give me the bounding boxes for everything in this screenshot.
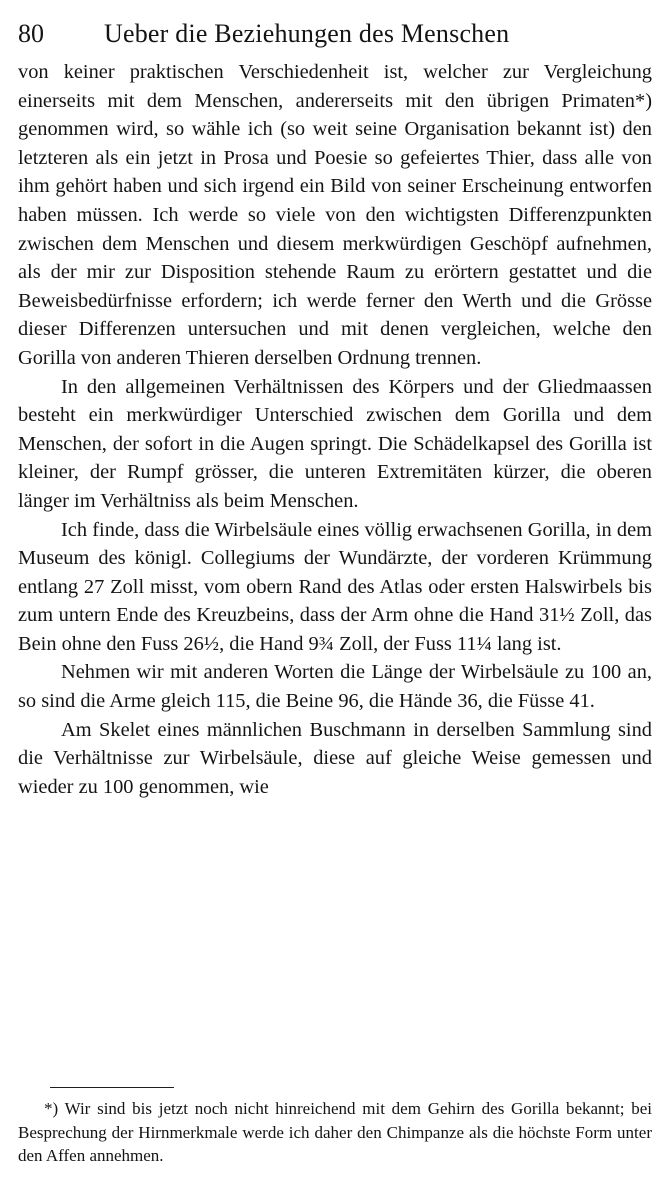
paragraph: Ich finde, dass die Wirbelsäule eines völlig erwachsenen Gorilla, in dem Museum des königl. Collegiums der Wundärzte, der vorderen Krümmung entlang 27 Zoll misst, vom obern Rand des Atlas oder ersten Halswirbels bis zum untern Ende des Kreuzbeins, dass der Arm ohne die Hand 31½ Zoll, das Bein ohne den Fuss 26½, die Hand 9¾ Zoll, der Fuss 11¼ lang ist. <box>18 518 652 655</box>
page-header <box>18 14 652 54</box>
book-page <box>18 14 652 1186</box>
body-text <box>18 58 652 801</box>
footnote-separator <box>50 1087 174 1088</box>
paragraph: In den allgemeinen Verhältnissen des Körpers und der Gliedmaassen besteht ein merkwürdiger Unterschied zwischen dem Gorilla und dem Menschen, der sofort in die Augen springt. Die Schädelkapsel des Gorilla ist kleiner, der Rumpf grösser, die unteren Extremitäten kürzer, die oberen länger im Verhältniss als beim Menschen. <box>18 375 652 512</box>
running-title: Ueber die Beziehungen des Menschen <box>104 19 510 48</box>
paragraph: Am Skelet eines männlichen Buschmann in derselben Sammlung sind die Verhältnisse zur Wirbelsäule, diese auf gleiche Weise gemessen und wieder zu 100 genommen, wie <box>18 718 652 798</box>
paragraph-continued: von keiner praktischen Verschiedenheit ist, welcher zur Vergleichung einerseits mit dem Menschen, andererseits mit den übrigen Primaten*) genommen wird, so wähle ich (so weit seine Organisation bekannt ist) den letzteren als ein jetzt in Prosa und Poesie so gefeiertes Thier, dass alle von ihm gehört haben und sich irgend ein Bild von seiner Erscheinung entworfen haben müssen. Ich werde so viele von den wichtigsten Differenzpunkten zwischen dem Menschen und diesem merkwürdigen Geschöpf aufnehmen, als der mir zur Disposition stehende Raum zu erörtern gestattet und die Beweisbedürfnisse erfordern; ich werde ferner den Werth und die Grösse dieser Differenzen untersuchen und mit denen vergleichen, welche den Gorilla von anderen Thieren derselben Ordnung trennen. <box>18 61 652 369</box>
page-number: 80 <box>18 19 44 48</box>
paragraph: Nehmen wir mit anderen Worten die Länge der Wirbelsäule zu 100 an, so sind die Arme gleich 115, die Beine 96, die Hände 36, die Füsse 41. <box>18 661 652 713</box>
footnote: *) Wir sind bis jetzt noch nicht hinreichend mit dem Gehirn des Gorilla bekannt; bei Besprechung der Hirnmerkmale werde ich daher den Chimpanze als die höchste Form unter den Affen annehmen. <box>18 1099 652 1165</box>
